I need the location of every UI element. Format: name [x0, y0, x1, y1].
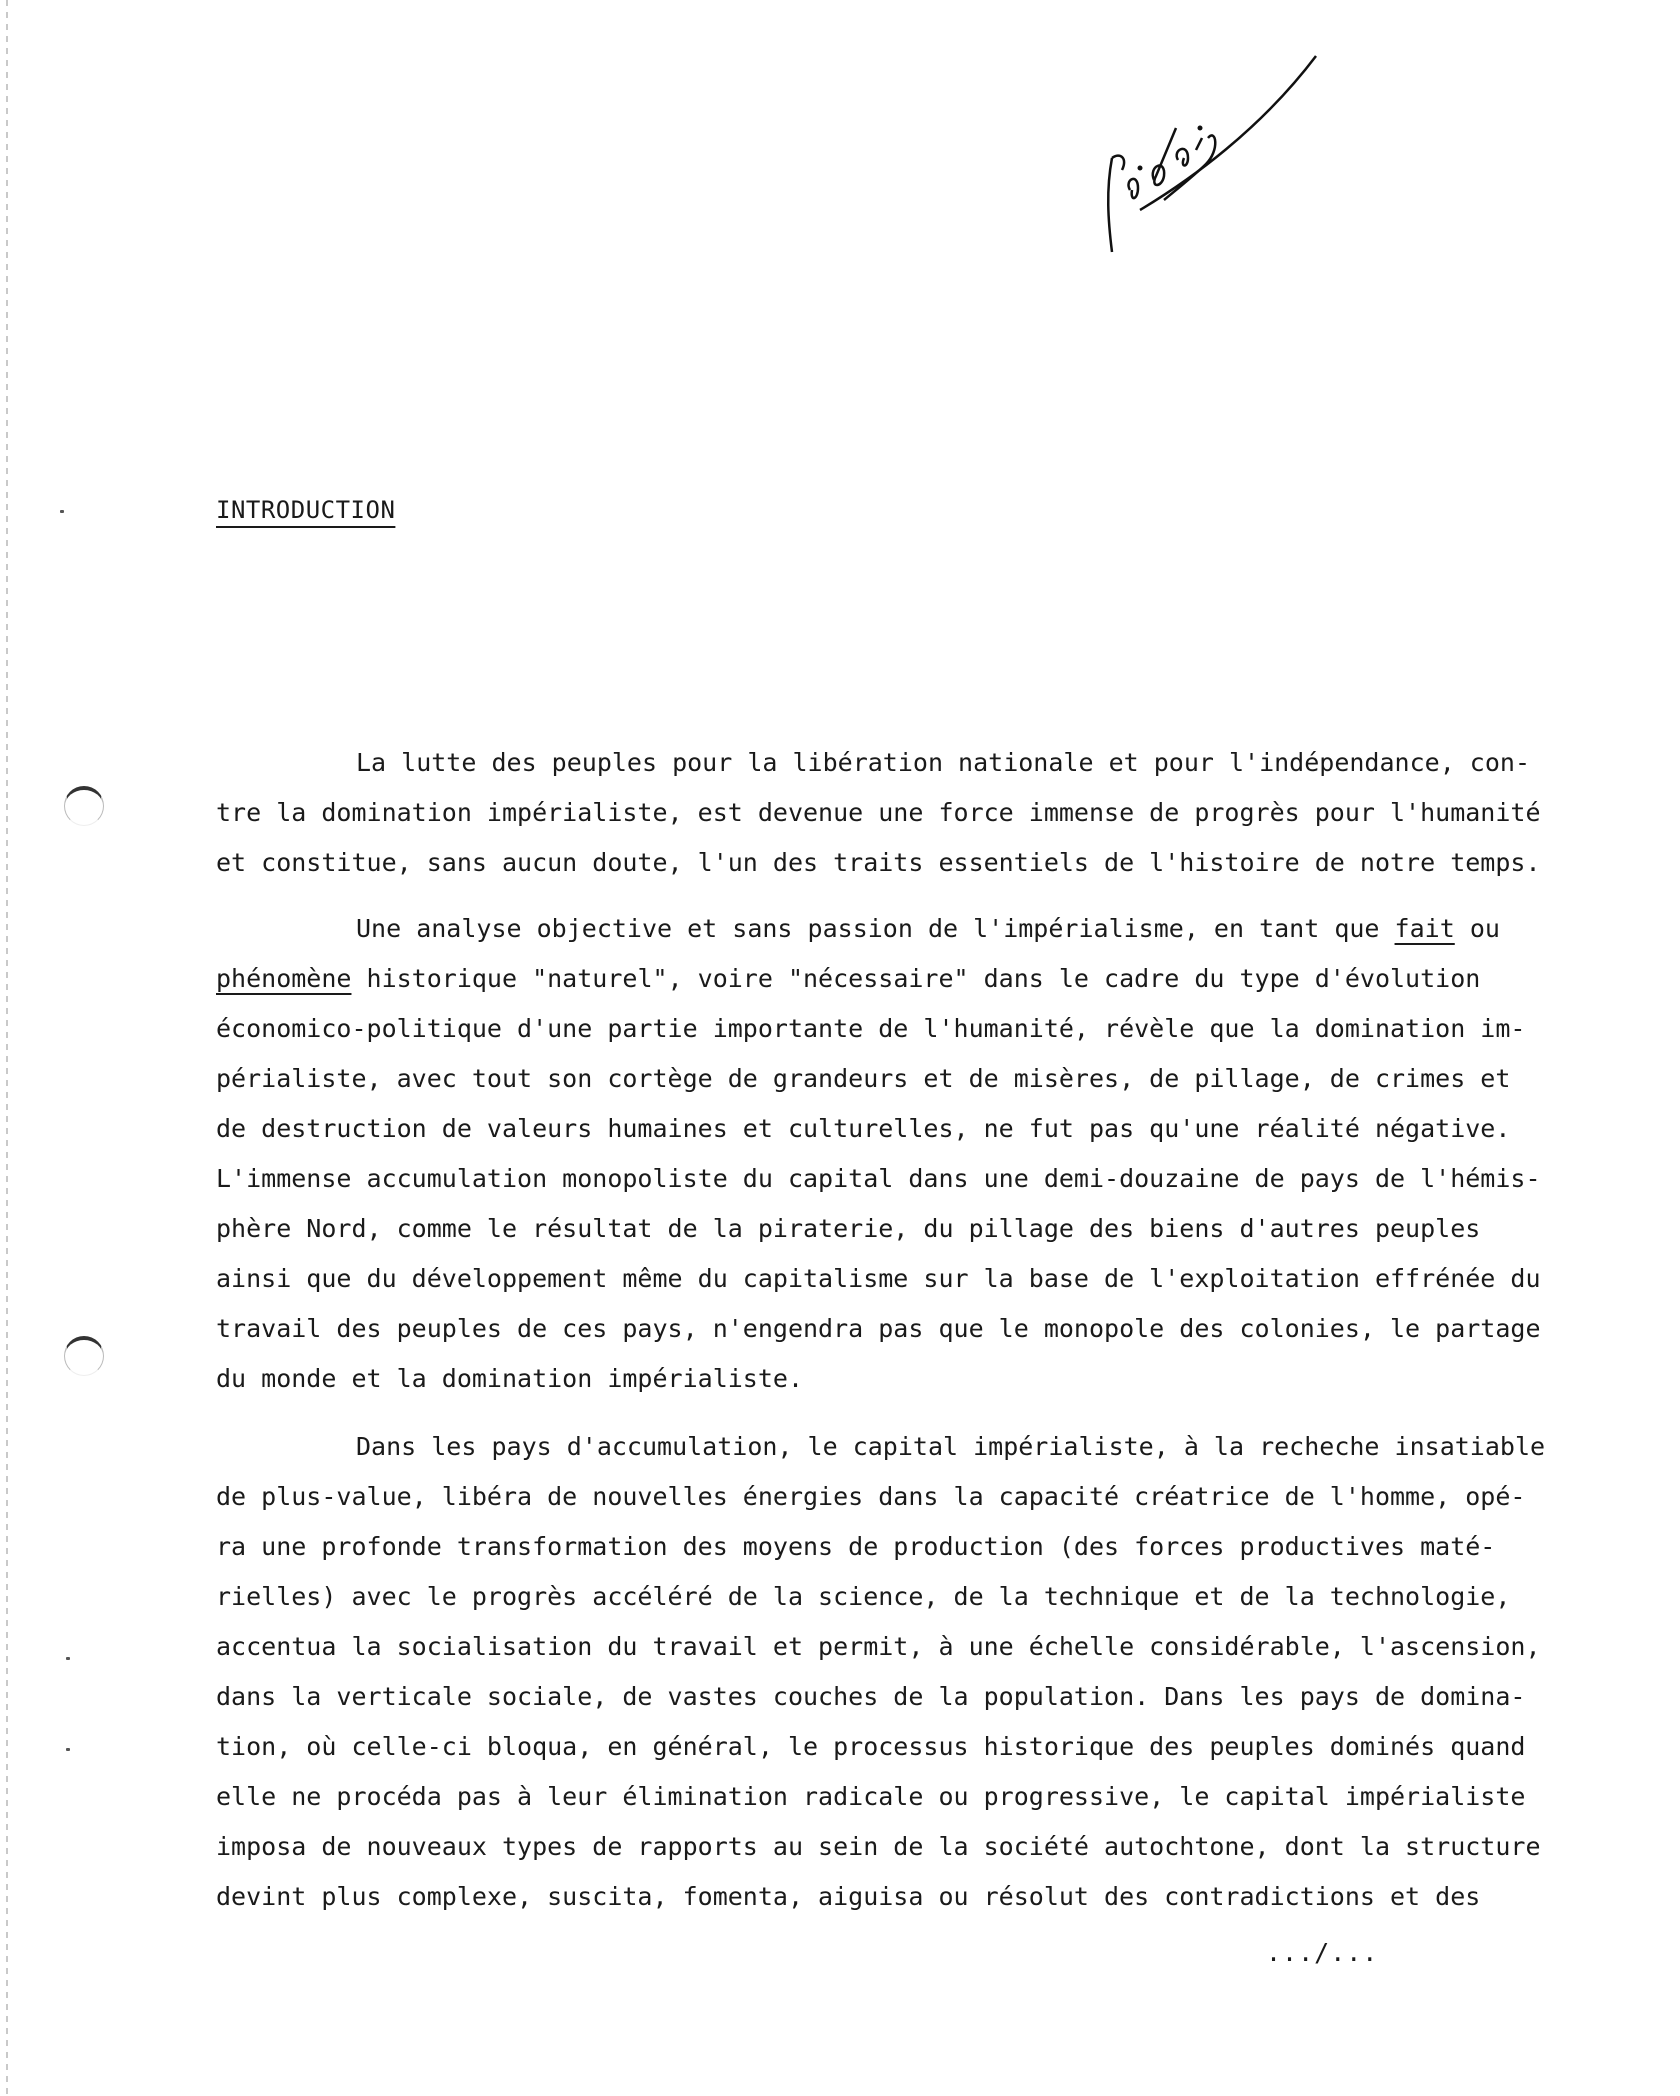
continuation-marker: .../... [1266, 1938, 1379, 1967]
paragraph-3-line-5: accentua la socialisation du travail et permit, à une échelle considérable, l'ascension, [216, 1632, 1541, 1661]
punch-hole-bottom [64, 1336, 104, 1376]
paragraph-3-line-7: tion, où celle-ci bloqua, en général, le processus historique des peuples dominés quand [216, 1732, 1526, 1761]
paragraph-2-line-10: du monde et la domination impérialiste. [216, 1364, 803, 1393]
paragraph-3-line-6: dans la verticale sociale, de vastes couches de la population. Dans les pays de domina- [216, 1682, 1526, 1711]
underlined-word-phenomene: phénomène [216, 964, 352, 993]
paragraph-3-line-4: rielles) avec le progrès accéléré de la science, de la technique et de la technologie, [216, 1582, 1511, 1611]
paragraph-3-line-10: devint plus complexe, suscita, fomenta, aiguisa ou résolut des contradictions et des [216, 1882, 1481, 1911]
paragraph-2-line-7: phère Nord, comme le résultat de la piraterie, du pillage des biens d'autres peuples [216, 1214, 1481, 1243]
paragraph-2-line-8: ainsi que du développement même du capitalisme sur la base de l'exploitation effrénée du [216, 1264, 1541, 1293]
page-title: INTRODUCTION [216, 496, 396, 524]
paragraph-1-line-3: et constitue, sans aucun doute, l'un des traits essentiels de l'histoire de notre temps. [216, 848, 1541, 877]
paragraph-2-line-5: de destruction de valeurs humaines et culturelles, ne fut pas qu'une réalité négative. [216, 1114, 1511, 1143]
paragraph-2-line-1-end: ou [1454, 914, 1500, 943]
paragraph-3-line-3: ra une profonde transformation des moyens de production (des forces productives maté- [216, 1532, 1496, 1561]
paragraph-2-line-9: travail des peuples de ces pays, n'engendra pas que le monopole des colonies, le partage [216, 1314, 1541, 1343]
paragraph-3-line-8: elle ne procéda pas à leur élimination radicale ou progressive, le capital impérialiste [216, 1782, 1526, 1811]
paragraph-2-line-4: périaliste, avec tout son cortège de grandeurs et de misères, de pillage, de crimes et [216, 1064, 1511, 1093]
paragraph-2-line-6: L'immense accumulation monopoliste du capital dans une demi-douzaine de pays de l'hémis- [216, 1164, 1541, 1193]
paragraph-3-line-1: Dans les pays d'accumulation, le capital impérialiste, à la recheche insatiable [356, 1432, 1546, 1461]
paragraph-1-line-2: tre la domination impérialiste, est devenue une force immense de progrès pour l'humanité [216, 798, 1541, 827]
paragraph-2-line-2-text: historique "naturel", voire "nécessaire" dans le cadre du type d'évolution [351, 964, 1481, 993]
underlined-word-fait: fait [1394, 914, 1455, 943]
margin-speck [66, 1657, 70, 1660]
paragraph-2-line-2 [216, 964, 1616, 994]
margin-speck [60, 510, 64, 513]
paragraph-2-line-1 [356, 914, 1616, 944]
paragraph-1-line-1: La lutte des peuples pour la libération nationale et pour l'indépendance, con- [356, 748, 1530, 777]
page-left-edge [6, 0, 8, 2096]
paragraph-3-line-2: de plus-value, libéra de nouvelles énergies dans la capacité créatrice de l'homme, opé- [216, 1482, 1526, 1511]
paragraph-2-line-1-text: Une analyse objective et sans passion de l'impérialisme, en tant que [356, 914, 1395, 943]
handwritten-signature [1080, 40, 1340, 270]
margin-speck [66, 1748, 70, 1751]
paragraph-2-line-3: économico-politique d'une partie importante de l'humanité, révèle que la domination im- [216, 1014, 1526, 1043]
punch-hole-top [64, 786, 104, 826]
paragraph-3-line-9: imposa de nouveaux types de rapports au sein de la société autochtone, dont la structure [216, 1832, 1541, 1861]
